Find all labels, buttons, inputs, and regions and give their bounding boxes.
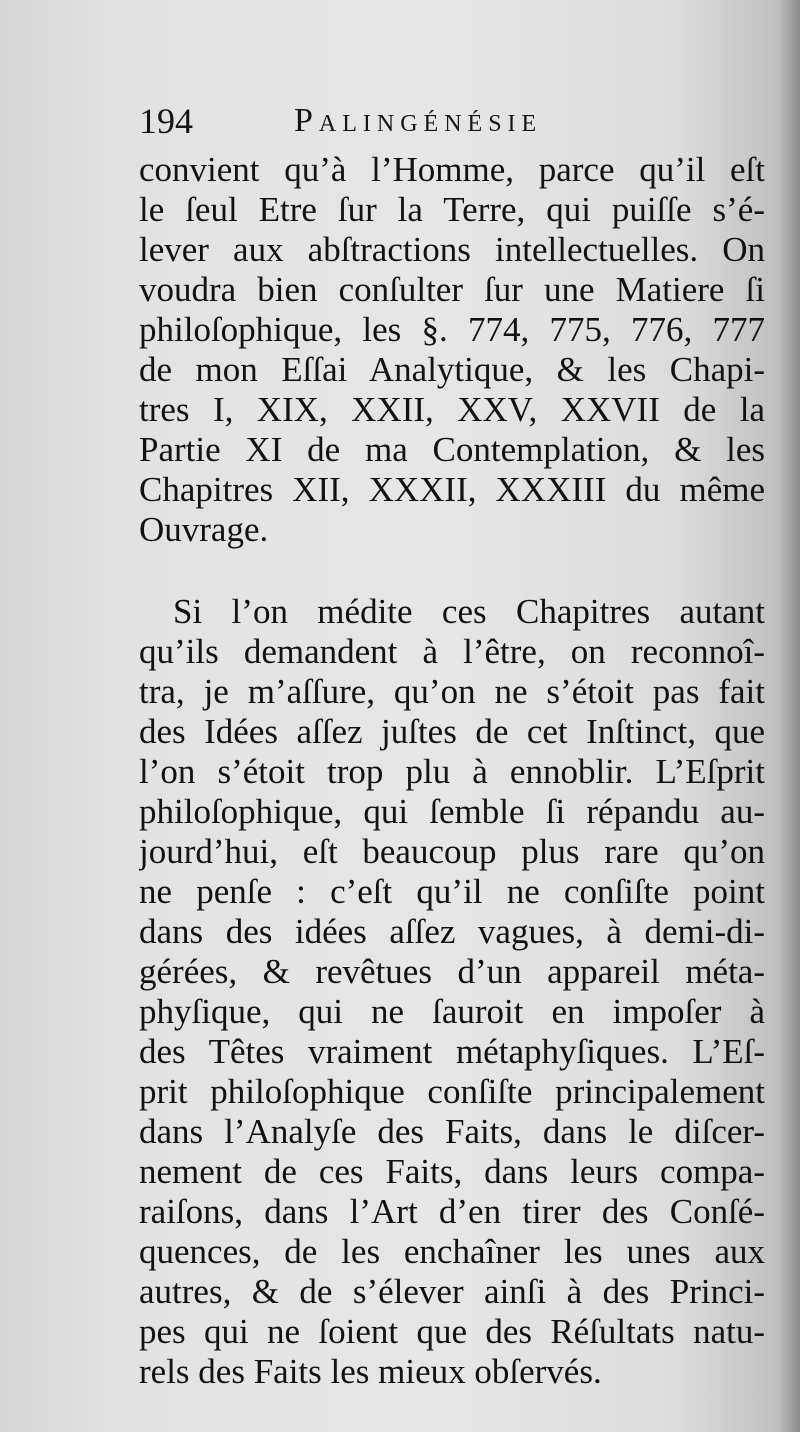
text-line: voudra bien conſulter ſur une Matiere ſi <box>139 270 765 309</box>
text-line: Ouvrage. <box>139 510 269 549</box>
text-line: rels des Faits les mieux obſervés. <box>139 1352 602 1391</box>
text-line: des Idées aſſez juſtes de cet Inſtinct, que <box>139 712 765 751</box>
running-title: Palingénésie <box>294 102 543 139</box>
text-line: jourd’hui, eſt beaucoup plus rare qu’on <box>139 832 765 871</box>
text-line: pes qui ne ſoient que des Réſultats natu- <box>139 1312 765 1351</box>
text-line: dans l’Analyſe des Faits, dans le diſcer- <box>139 1112 765 1151</box>
text-line: tres I, XIX, XXII, XXV, XXVII de la <box>139 390 765 429</box>
text-line: philoſophique, qui ſemble ſi répandu au- <box>139 792 765 831</box>
text-line: qu’ils demandent à l’être, on reconnoî- <box>139 632 765 671</box>
page-number: 194 <box>139 101 193 141</box>
text-line: dans des idées aſſez vagues, à demi-di- <box>139 912 765 951</box>
running-header <box>139 96 765 146</box>
text-line: raiſons, dans l’Art d’en tirer des Conſé- <box>139 1192 765 1231</box>
text-line: le ſeul Etre ſur la Terre, qui puiſſe s’é- <box>139 190 765 229</box>
text-line: l’on s’étoit trop plu à ennoblir. L’Eſprit <box>139 752 765 791</box>
text-line: de mon Eſſai Analytique, & les Chapi- <box>139 350 765 389</box>
text-line: Si l’on médite ces Chapitres autant <box>173 592 765 631</box>
text-line: autres, & de s’élever ainſi à des Princi- <box>139 1272 765 1311</box>
text-line: prit philoſophique conſiſte principalement <box>139 1072 765 1111</box>
text-line: nement de ces Faits, dans leurs compa- <box>139 1152 765 1191</box>
text-line: phyſique, qui ne ſauroit en impoſer à <box>139 992 765 1031</box>
text-line: lever aux abſtractions intellectuelles. On <box>139 230 765 269</box>
text-line: gérées, & revêtues d’un appareil méta- <box>139 952 765 991</box>
text-line: des Têtes vraiment métaphyſiques. L’Eſ- <box>139 1032 765 1071</box>
text-line: philoſophique, les §. 774, 775, 776, 777 <box>139 310 765 349</box>
page-edge-shadow <box>778 0 800 1432</box>
text-line: convient qu’à l’Homme, parce qu’il eſt <box>139 150 765 189</box>
text-line: quences, de les enchaîner les unes aux <box>139 1232 765 1271</box>
text-line: Partie XI de ma Contemplation, & les <box>139 430 765 469</box>
text-line: ne penſe : c’eſt qu’il ne conſiſte point <box>139 872 765 911</box>
text-line: tra, je m’aſſure, qu’on ne s’étoit pas fait <box>139 672 765 711</box>
text-line: Chapitres XII, XXXII, XXXIII du même <box>139 470 765 509</box>
